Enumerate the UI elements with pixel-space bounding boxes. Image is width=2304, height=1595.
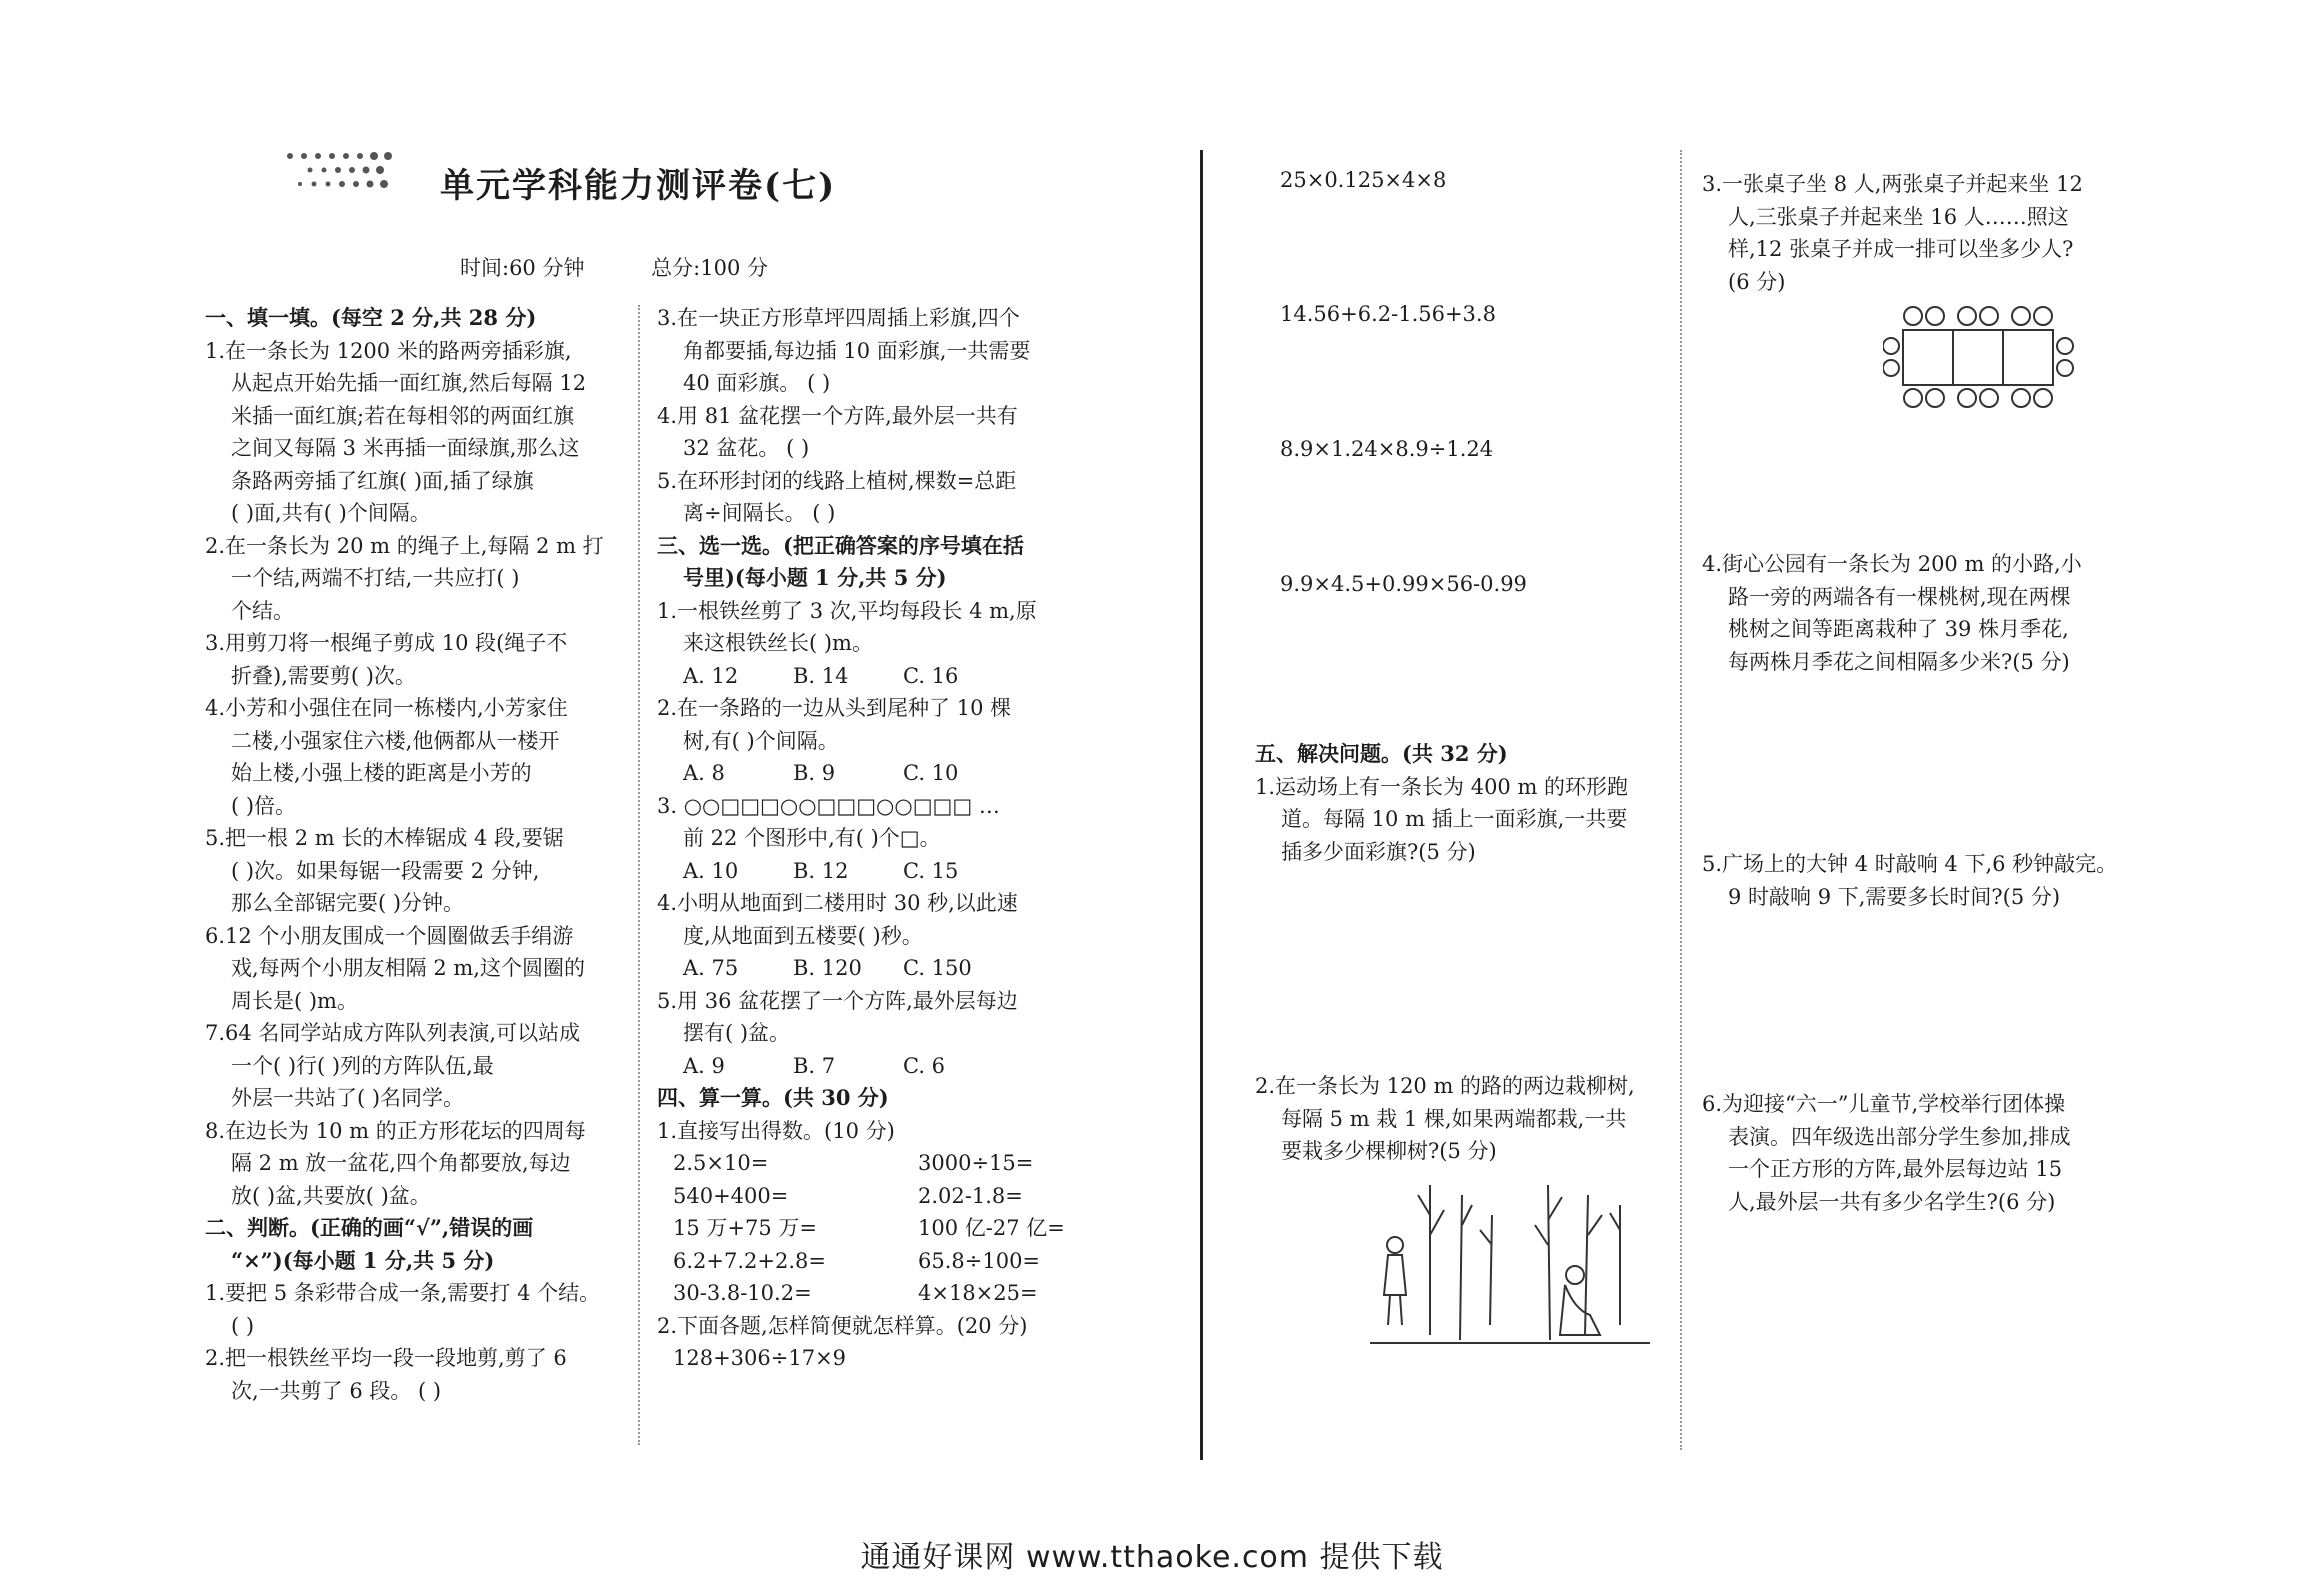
choice-option: C. 15 (903, 858, 959, 883)
decorative-dots (280, 148, 420, 198)
question-text-line: 样,12 张桌子并成一排可以坐多少人? (1728, 237, 2074, 261)
question-text-line: 每隔 5 m 栽 1 棵,如果两端都栽,一共 (1281, 1106, 1627, 1131)
question-text-line: 从起点开始先插一面红旗,然后每隔 12 (231, 371, 587, 395)
section-4-q1: 1.直接写出得数。(10 分) (657, 1118, 895, 1143)
choice-options-4 (657, 952, 1077, 985)
choice-options-1 (657, 660, 1077, 693)
question-text-line: 5.广场上的大钟 4 时敲响 4 下,6 秒钟敲完。 (1702, 852, 2118, 876)
question-3-2: 2.在一条路的一边从头到尾种了 10 棵 (657, 696, 1012, 720)
question-text-line: 隔 2 m 放一盆花,四个角都要放,每边 (231, 1151, 571, 1175)
question-text-line: ( )次。如果每锯一段需要 2 分钟, (231, 858, 540, 883)
simplify-expr: 9.9×4.5+0.99×56-0.99 (1280, 572, 1527, 596)
column-divider (1680, 150, 1682, 1450)
choice-option: B. 12 (793, 858, 849, 883)
question-3-4: 4.小明从地面到二楼用时 30 秒,以此速 (657, 891, 1018, 915)
page-fold-line (1200, 150, 1203, 1460)
word-problem-6 (1702, 1088, 2122, 1218)
question-text-line: 树,有( )个间隔。 (683, 728, 839, 753)
calc-item: 540+400= (673, 1183, 789, 1208)
choice-option: A. 75 (683, 956, 739, 980)
simplify-expr: 14.56+6.2-1.56+3.8 (1280, 302, 1496, 326)
question-text-line: 条路两旁插了红旗( )面,插了绿旗 (231, 468, 534, 493)
choice-option: A. 10 (683, 858, 739, 883)
section-heading: 二、判断。(正确的画“√”,错误的画 (205, 1215, 534, 1240)
calc-item: 2.02-1.8= (918, 1183, 1023, 1208)
question-text-line: 每两株月季花之间相隔多少米?(5 分) (1728, 649, 2070, 674)
question-text-line: 个结。 (231, 598, 294, 623)
choice-option: A. 9 (683, 1053, 725, 1078)
question-text-line: 路一旁的两端各有一棵桃树,现在两棵 (1728, 584, 2071, 609)
choice-option: C. 16 (903, 663, 959, 688)
question-text-line: 角都要插,每边插 10 面彩旗,一共需要 (683, 338, 1031, 363)
choice-option: A. 12 (683, 663, 739, 688)
column-2 (657, 302, 1077, 1375)
question-text-line: 1.一根铁丝剪了 3 次,平均每段长 4 m,原 (657, 598, 1037, 623)
question-text-line: 人,三张桌子并起来坐 16 人……照这 (1728, 204, 2069, 229)
section-heading: 三、选一选。(把正确答案的序号填在括 (657, 532, 1024, 558)
simplify-expr: 8.9×1.24×8.9÷1.24 (1280, 437, 1494, 461)
question-text-line: 桃树之间等距离栽种了 39 株月季花, (1728, 617, 2069, 641)
question-text-line: 米插一面红旗;若在每相邻的两面红旗 (231, 403, 575, 428)
word-problem-5 (1702, 848, 2142, 913)
question-text-line: 4.街心公园有一条长为 200 m 的小路,小 (1702, 552, 2082, 576)
question-text-line: 6.12 个小朋友围成一个圆圈做丢手绢游 (205, 923, 574, 948)
footer-credit: 通通好课网 www.tthaoke.com 提供下载 (860, 1540, 1444, 1575)
choice-options-2 (657, 757, 1077, 790)
question-text-line: 4.用 81 盆花摆一个方阵,最外层一共有 (657, 403, 1018, 428)
choice-option: B. 9 (793, 761, 836, 785)
mental-calc-grid (657, 1147, 1077, 1310)
question-text-line: 戏,每两个小朋友相隔 2 m,这个圆圈的 (231, 956, 585, 980)
question-3-5: 5.用 36 盆花摆了一个方阵,最外层每边 (657, 988, 1018, 1013)
word-problem-1: 1.运动场上有一条长为 400 m 的环形跑 (1255, 774, 1629, 799)
question-text-line: 一个( )行( )列的方阵队伍,最 (231, 1053, 494, 1078)
question-text-line: 3.一张桌子坐 8 人,两张桌子并起来坐 12 (1702, 172, 2083, 196)
choice-option: B. 7 (793, 1053, 836, 1078)
calc-item: 100 亿-27 亿= (918, 1216, 1065, 1240)
word-problem-3 (1702, 168, 2122, 298)
column-divider (638, 305, 640, 1445)
question-text-line: 始上楼,小强上楼的距离是小芳的 (231, 761, 532, 785)
choice-option: B. 120 (793, 956, 862, 980)
choice-option: C. 150 (903, 956, 972, 980)
page-title: 单元学科能力测评卷(七) (440, 166, 837, 206)
calc-item: 2.5×10= (673, 1151, 769, 1175)
calc-item: 6.2+7.2+2.8= (673, 1248, 826, 1273)
column-2-top (657, 302, 1077, 660)
question-text-line: ( )面,共有( )个间隔。 (231, 501, 431, 525)
question-text-line: 表演。四年级选出部分学生参加,排成 (1728, 1124, 2071, 1149)
question-text-line: 3.在一块正方形草坪四周插上彩旗,四个 (657, 306, 1020, 330)
question-text-line: 2.把一根铁丝平均一段一段地剪,剪了 6 (205, 1346, 567, 1370)
question-text-line: 外层一共站了( )名同学。 (231, 1086, 465, 1110)
question-text-line: 2.在一条长为 120 m 的路的两边栽柳树, (1255, 1074, 1635, 1098)
word-problem-4 (1702, 548, 2122, 678)
question-text-line: 32 盆花。 ( ) (683, 436, 810, 460)
section-heading: 一、填一填。(每空 2 分,共 28 分) (205, 305, 537, 330)
question-text-line: 1.在一条长为 1200 米的路两旁插彩旗, (205, 338, 572, 363)
question-text-line: (6 分) (1728, 269, 1786, 294)
calc-item: 4×18×25= (918, 1281, 1038, 1305)
section-4-q2: 2.下面各题,怎样简便就怎样算。(20 分) (657, 1313, 1028, 1338)
question-text-line: 4.小芳和小强住在同一栋楼内,小芳家住 (205, 696, 568, 720)
section-5-heading: 五、解决问题。(共 32 分) (1255, 741, 1508, 766)
question-text-line: ( ) (231, 1313, 255, 1338)
question-text-line: 插多少面彩旗?(5 分) (1281, 839, 1476, 864)
question-text-line: 一个正方形的方阵,最外层每边站 15 (1728, 1157, 2063, 1181)
question-text-line: 那么全部锯完要( )分钟。 (231, 891, 465, 915)
section-heading: “×”)(每小题 1 分,共 5 分) (231, 1247, 495, 1273)
question-text-line: 放( )盆,共要放( )盆。 (231, 1183, 431, 1208)
choice-options-3 (657, 855, 1077, 888)
calc-item: 30-3.8-10.2= (673, 1281, 812, 1305)
question-text-line: ( )倍。 (231, 793, 297, 818)
calc-item: 3000÷15= (918, 1151, 1034, 1175)
question-text-line: 3.用剪刀将一根绳子剪成 10 段(绳子不 (205, 631, 568, 655)
question-text-line: 次,一共剪了 6 段。 ( ) (231, 1378, 442, 1403)
question-text-line: 7.64 名同学站成方阵队列表演,可以站成 (205, 1021, 581, 1045)
exam-total-score: 总分:100 分 (651, 256, 769, 280)
simplify-expr: 128+306÷17×9 (673, 1346, 847, 1370)
question-text-line: 要栽多少棵柳树?(5 分) (1281, 1139, 1497, 1163)
question-text-line: 度,从地面到五楼要( )秒。 (683, 923, 923, 948)
simplify-expr: 25×0.125×4×8 (1280, 168, 1447, 192)
calc-item: 65.8÷100= (918, 1248, 1041, 1273)
exam-time: 时间:60 分钟 (460, 256, 585, 280)
choice-option: C. 6 (903, 1053, 946, 1078)
exam-time-info (460, 252, 828, 282)
column-1 (205, 302, 630, 1407)
question-text-line: 6.为迎接“六一”儿童节,学校举行团体操 (1702, 1092, 2066, 1116)
choice-option: B. 14 (793, 663, 849, 688)
question-text-line: 二楼,小强家住六楼,他俩都从一楼开 (231, 728, 560, 753)
question-text-line: 折叠),需要剪( )次。 (231, 663, 416, 688)
question-text-line: 道。每隔 10 m 插上一面彩旗,一共要 (1281, 807, 1628, 831)
question-text-line: 离÷间隔长。 ( ) (683, 501, 836, 525)
choice-options-5 (657, 1050, 1077, 1083)
question-text-line: 8.在边长为 10 m 的正方形花坛的四周每 (205, 1118, 586, 1143)
question-text-line: 1.要把 5 条彩带合成一条,需要打 4 个结。 (205, 1281, 601, 1305)
question-3-3: 3. ○○□□□○○□□□○○□□□ … (657, 793, 1000, 818)
tables-seating-diagram (1883, 302, 2108, 412)
question-text-line: 2.在一条长为 20 m 的绳子上,每隔 2 m 打 (205, 533, 604, 558)
question-text-line: 40 面彩旗。 ( ) (683, 371, 831, 395)
question-text-line: 5.在环形封闭的线路上植树,棵数=总距 (657, 468, 1017, 493)
question-text-line: 人,最外层一共有多少名学生?(6 分) (1728, 1189, 2056, 1214)
word-problem-2 (1255, 1070, 1675, 1168)
calc-item: 15 万+75 万= (673, 1216, 817, 1240)
question-text-line: 之间又每隔 3 米再插一面绿旗,那么这 (231, 436, 580, 460)
section-heading: 号里)(每小题 1 分,共 5 分) (683, 565, 947, 590)
question-text-line: 周长是( )m。 (231, 988, 358, 1013)
question-text-line: 一个结,两端不打结,一共应打( ) (231, 566, 520, 590)
section-5 (1255, 738, 1675, 868)
question-text-line: 前 22 个图形中,有( )个□。 (683, 826, 941, 850)
question-text-line: 来这根铁丝长( )m。 (683, 631, 873, 655)
question-text-line: 摆有( )盆。 (683, 1021, 791, 1045)
section-4-heading: 四、算一算。(共 30 分) (657, 1085, 889, 1110)
question-text-line: 5.把一根 2 m 长的木棒锯成 4 段,要锯 (205, 826, 564, 850)
question-text-line: 9 时敲响 9 下,需要多长时间?(5 分) (1728, 884, 2061, 909)
choice-option: C. 10 (903, 761, 959, 785)
choice-option: A. 8 (683, 761, 725, 785)
tree-planting-illustration (1370, 1175, 1650, 1350)
